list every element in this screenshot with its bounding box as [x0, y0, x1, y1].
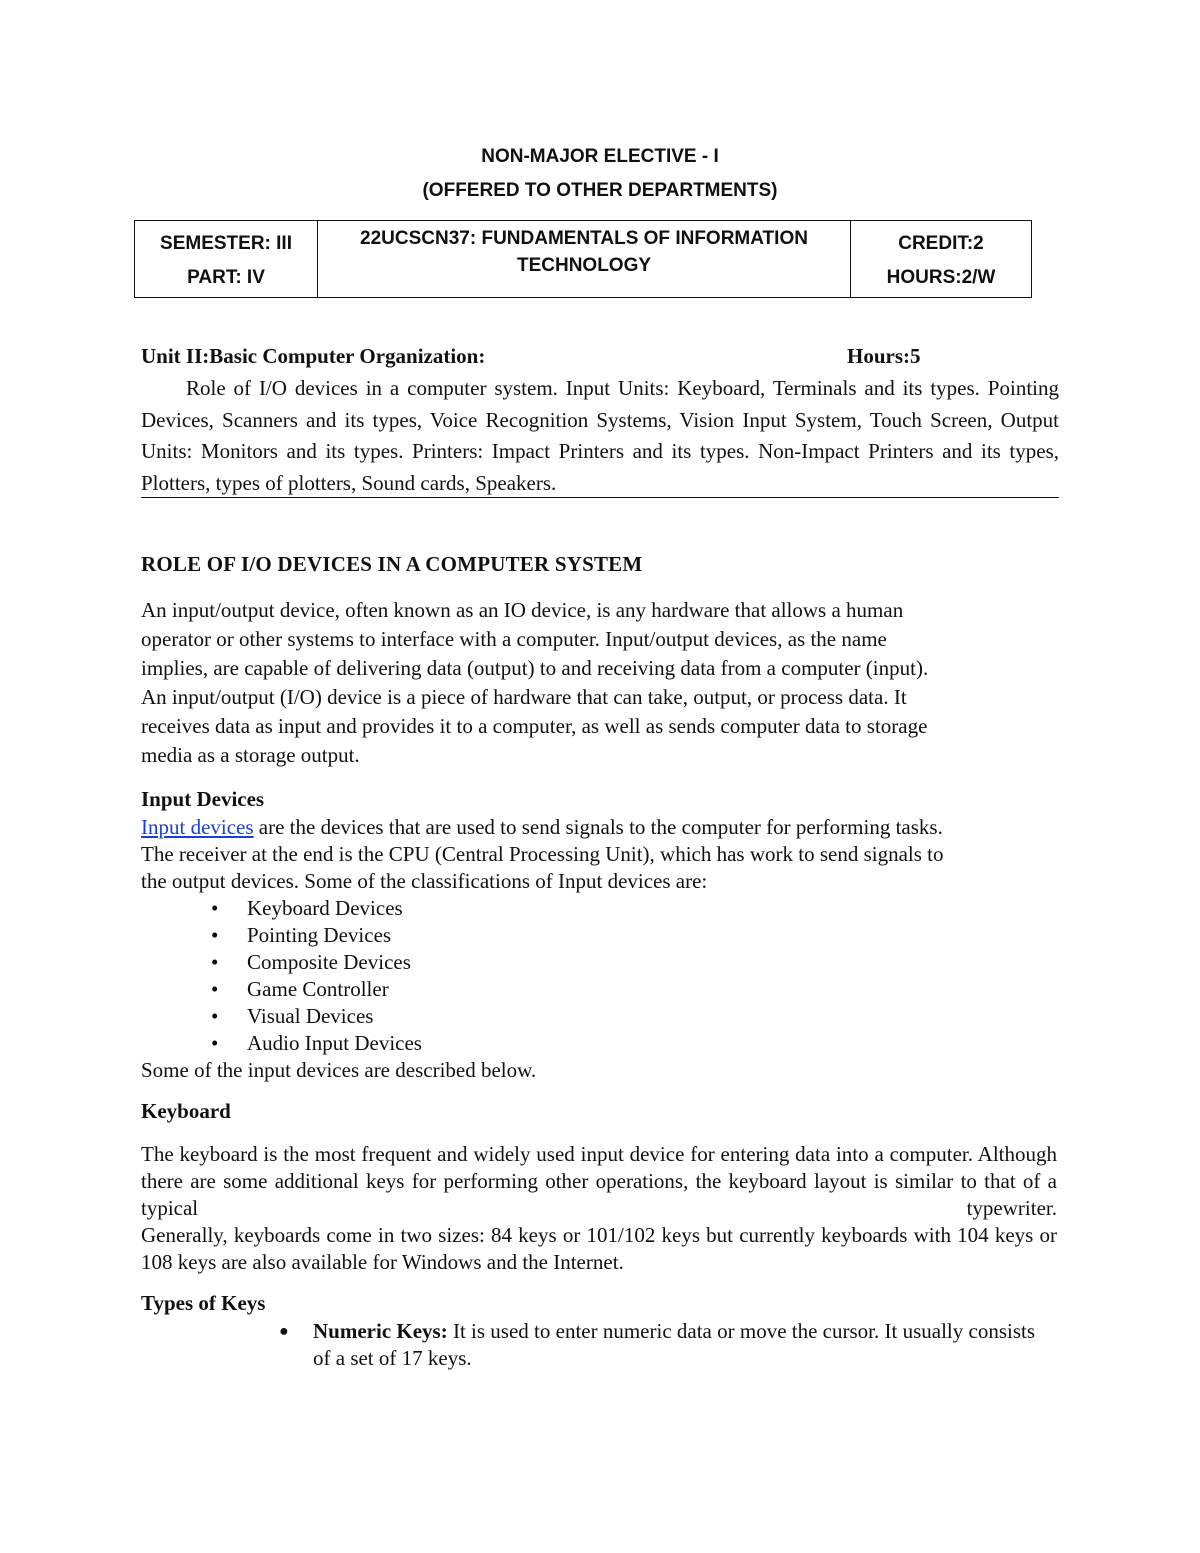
input-device-classifications-list	[141, 895, 422, 1057]
list-item: • Game Controller	[211, 977, 389, 1001]
credit-cell	[851, 221, 1032, 298]
semester-label: SEMESTER: III	[160, 233, 292, 254]
paragraph-line: the output devices. Some of the classifications of Input devices are:	[141, 869, 708, 893]
types-of-keys-heading: Types of Keys	[141, 1291, 266, 1315]
bullet-icon: •	[211, 950, 219, 974]
keyboard-text-1: The keyboard is the most frequent and widely used input device for entering data into a computer. Although there are some additional keys for performing other operations, the keyboard layout is similar to that of a typical typewriter.	[141, 1142, 1057, 1220]
paragraph-line: An input/output (I/O) device is a piece of hardware that can take, output, or process data. It	[141, 685, 907, 709]
link-line-rest: are the devices that are used to send signals to the computer for performing tasks.	[253, 815, 943, 839]
unit-hours: Hours:5	[847, 344, 921, 368]
offered-to-subtitle: (OFFERED TO OTHER DEPARTMENTS)	[422, 180, 778, 201]
course-name-cell	[318, 221, 851, 298]
input-devices-paragraph	[141, 814, 1059, 895]
keyboard-paragraph	[141, 1141, 1057, 1276]
paragraph-line: receives data as input and provides it to a computer, as well as sends computer data to storage	[141, 714, 928, 738]
io-devices-paragraph	[141, 596, 1051, 770]
bullet-icon: •	[211, 1031, 219, 1055]
paragraph-line	[141, 814, 1059, 841]
course-info-table	[134, 220, 1032, 298]
list-item: • Keyboard Devices	[211, 896, 403, 920]
credit-label: CREDIT:2	[898, 233, 984, 254]
course-name-line2: TECHNOLOGY	[516, 255, 652, 276]
hours-per-week-label: HOURS:2/W	[886, 267, 996, 288]
paragraph-line: operator or other systems to interface with a computer. Input/output devices, as the name	[141, 627, 887, 651]
unit-divider	[141, 497, 1059, 498]
keyboard-heading: Keyboard	[141, 1099, 231, 1123]
input-devices-link[interactable]: Input devices	[141, 815, 254, 839]
key-types-list	[141, 1318, 1057, 1372]
input-devices-heading: Input Devices	[141, 787, 265, 811]
unit-title: Unit II:Basic Computer Organization:	[141, 344, 486, 368]
list-item	[141, 1318, 1057, 1372]
part-label: PART: IV	[187, 267, 265, 288]
section-heading: ROLE OF I/O DEVICES IN A COMPUTER SYSTEM	[141, 552, 643, 576]
list-item: • Visual Devices	[211, 1004, 374, 1028]
bullet-icon: •	[211, 923, 219, 947]
semester-cell	[135, 221, 318, 298]
paragraph-line: An input/output device, often known as an IO device, is any hardware that allows a human	[141, 598, 904, 622]
unit-heading	[141, 344, 1059, 369]
bullet-icon: ●	[279, 1323, 289, 1340]
unit-syllabus-text: Role of I/O devices in a computer system. Input Units: Keyboard, Terminals and its types. Pointing Devices, Scanners and its types, Voice Recognition Systems, Vision Input System, Touch Screen, Output Units: Monitors and its types. Printers: Impact Printers and its types. Non-Impact Printers and its types, Plotters, types of plotters, Sound cards, Speakers.	[141, 376, 1059, 495]
key-type-description: It is used to enter numeric data or move the cursor. It usually consists of a set of 17 keys.	[313, 1319, 1036, 1370]
paragraph-line: media as a storage output.	[141, 743, 360, 767]
described-below-text: Some of the input devices are described below.	[141, 1058, 537, 1082]
key-type-term: Numeric Keys:	[313, 1319, 448, 1343]
elective-title: NON-MAJOR ELECTIVE - I	[481, 146, 719, 167]
list-item: • Audio Input Devices	[211, 1031, 422, 1055]
bullet-icon: •	[211, 977, 219, 1001]
bullet-icon: •	[211, 896, 219, 920]
list-item: • Composite Devices	[211, 950, 411, 974]
bullet-icon: •	[211, 1004, 219, 1028]
paragraph-line: The receiver at the end is the CPU (Central Processing Unit), which has work to send signals to	[141, 842, 944, 866]
list-item: • Pointing Devices	[211, 923, 392, 947]
course-name-line1: 22UCSCN37: FUNDAMENTALS OF INFORMATION	[360, 228, 808, 249]
keyboard-text-2: Generally, keyboards come in two sizes: 84 keys or 101/102 keys but currently keyboards with 104 keys or 108 keys are also available for Windows and the Internet.	[141, 1223, 1057, 1274]
paragraph-line: implies, are capable of delivering data (output) to and receiving data from a computer (input).	[141, 656, 929, 680]
